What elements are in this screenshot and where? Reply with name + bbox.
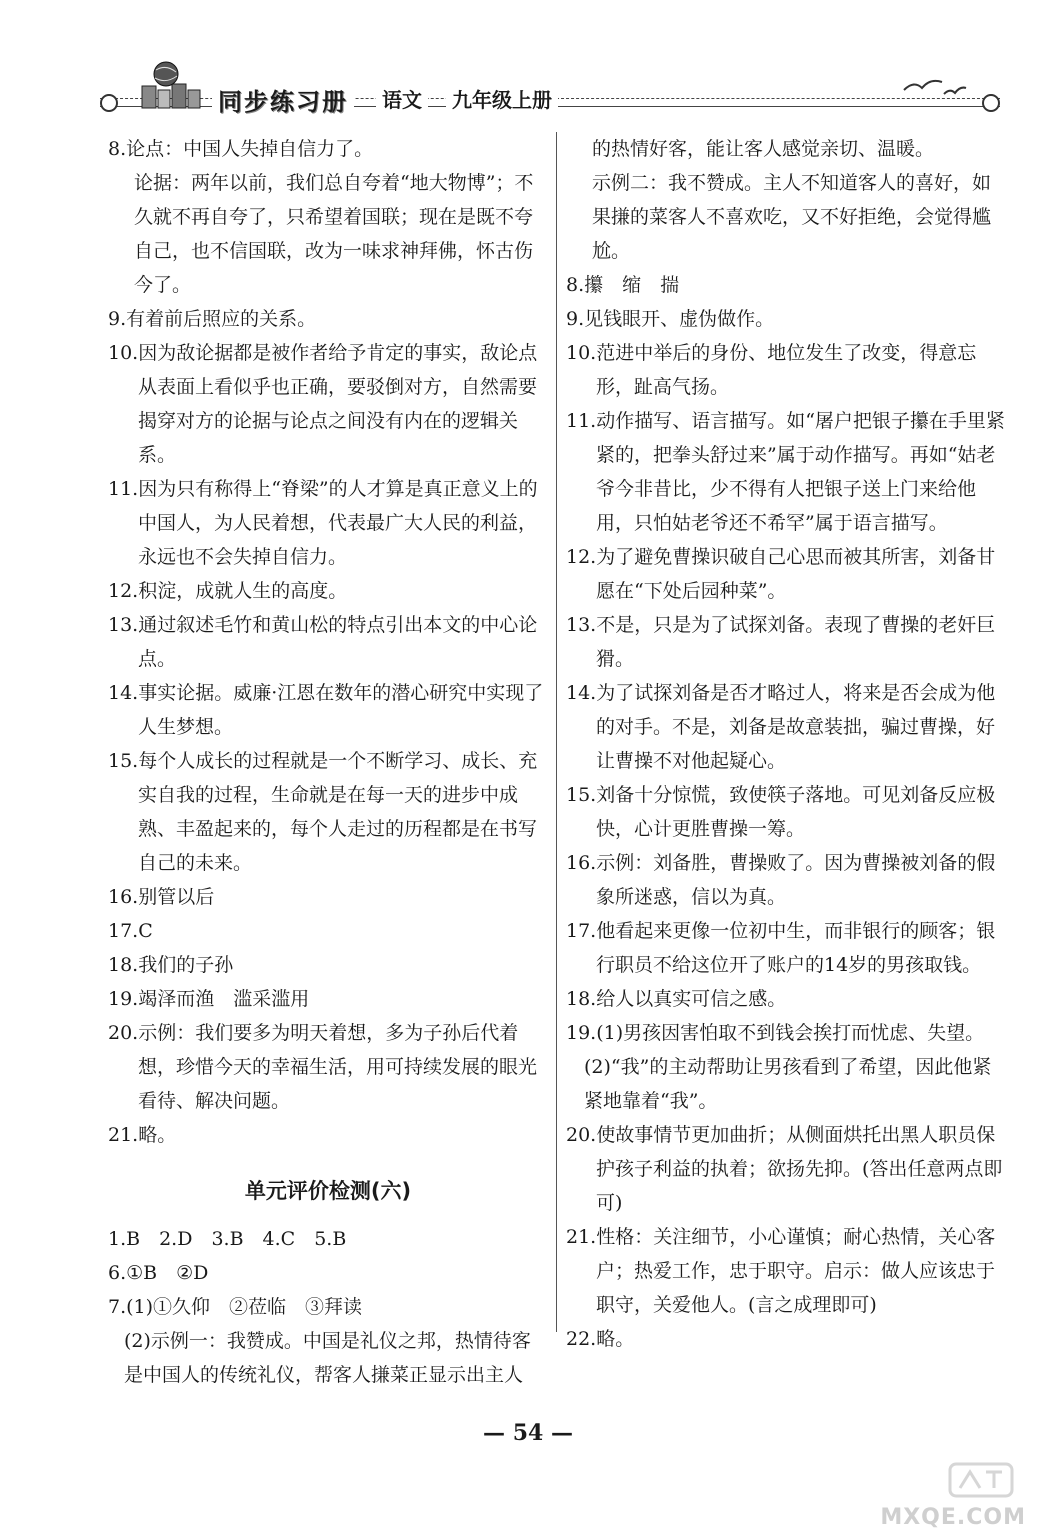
answer-item-r13: 13.不是，只是为了试探刘备。表现了曹操的老奸巨猾。 bbox=[566, 614, 996, 670]
answer-item-r19-1: 19.(1)男孩因害怕取不到钱会挨打而忧虑、失望。 bbox=[566, 1022, 985, 1044]
answer-item-21: 21.略。 bbox=[108, 1124, 177, 1146]
column-divider bbox=[556, 132, 557, 1332]
page-number: — 54 — bbox=[483, 1420, 573, 1446]
answer-item-9: 9.有着前后照应的关系。 bbox=[108, 308, 317, 330]
answer-item-r15: 15.刘备十分惊慌，致使筷子落地。可见刘备反应极快，心计更胜曹操一筹。 bbox=[566, 784, 996, 840]
answer-item-13: 13.通过叙述毛竹和黄山松的特点引出本文的中心论点。 bbox=[108, 614, 538, 670]
grade-label: 九年级上册 bbox=[446, 82, 558, 115]
answer-item-19: 19.竭泽而渔 滥采滥用 bbox=[108, 988, 310, 1010]
answer-item-r19-2: (2)“我”的主动帮助让男孩看到了希望，因此他紧紧地靠着“我”。 bbox=[584, 1056, 992, 1112]
watermark bbox=[866, 1460, 1026, 1530]
answer-item-15: 15.每个人成长的过程就是一个不断学习、成长、充实自我的过程，生命就是在每一天的进步中成熟、丰盈起来的，每个人走过的历程都是在书写自己的未来。 bbox=[108, 750, 538, 874]
watermark-text: MXQE.COM bbox=[880, 1505, 1026, 1530]
page-header bbox=[100, 60, 1000, 130]
left-column bbox=[108, 132, 548, 1392]
section-answer-mc: 1.B 2.D 3.B 4.C 5.B bbox=[108, 1228, 347, 1250]
answer-item-r17: 17.他看起来更像一位初中生，而非银行的顾客；银行职员不给这位开了账户的14岁的男孩取钱。 bbox=[566, 920, 996, 976]
answer-item-r11: 11.动作描写、语言描写。如“屠户把银子攥在手里紧紧的，把拳头舒过来”属于动作描写。再如“姑老爷今非昔比，少不得有人把银子送上门来给他用，只怕姑老爷还不希罕”属于语言描写。 bbox=[566, 410, 1005, 534]
birds-icon bbox=[900, 68, 970, 104]
answer-item-11: 11.因为只有称得上“脊梁”的人才算是真正意义上的中国人，为人民着想，代表最广大人民的利益，永远也不会失掉自信力。 bbox=[108, 478, 538, 568]
section-answer-7-1: 7.(1)①久仰 ②莅临 ③拜读 bbox=[108, 1296, 363, 1318]
answer-item-r22: 22.略。 bbox=[566, 1328, 635, 1350]
globe-books-logo bbox=[140, 60, 202, 110]
watermark-seal-icon bbox=[946, 1460, 1016, 1500]
answer-item-16: 16.别管以后 bbox=[108, 886, 215, 908]
answer-item-r10: 10.范进中举后的身份、地位发生了改变，得意忘形，趾高气扬。 bbox=[566, 342, 977, 398]
answer-item-r21: 21.性格：关注细节，小心谨慎；耐心热情，关心客户；热爱工作，忠于职守。启示：做人应该忠于职守，关爱他人。(言之成理即可) bbox=[566, 1226, 996, 1316]
answer-item-14: 14.事实论据。威廉·江恩在数年的潜心研究中实现了人生梦想。 bbox=[108, 682, 544, 738]
answer-item-18: 18.我们的子孙 bbox=[108, 954, 234, 976]
answer-7-example-two: 示例二：我不赞成。主人不知道客人的喜好，如果搛的菜客人不喜欢吃，又不好拒绝，会觉得尴尬。 bbox=[592, 172, 992, 262]
subject-label: 语文 bbox=[376, 82, 428, 115]
answer-item-r20: 20.使故事情节更加曲折；从侧面烘托出黑人职员保护孩子利益的执着；欲扬先抑。(答出任意两点即可) bbox=[566, 1124, 1003, 1214]
answer-item-8: 8.论点：中国人失掉自信力了。 bbox=[108, 138, 374, 160]
answer-item-r14: 14.为了试探刘备是否才略过人，将来是否会成为他的对手。不是，刘备是故意装拙，骗过曹操，好让曹操不对他起疑心。 bbox=[566, 682, 996, 772]
answer-item-r16: 16.示例：刘备胜，曹操败了。因为曹操被刘备的假象所迷惑，信以为真。 bbox=[566, 852, 996, 908]
answer-item-r12: 12.为了避免曹操识破自己心思而被其所害，刘备甘愿在“下处后园种菜”。 bbox=[566, 546, 996, 602]
section-title: 单元评价检测(六) bbox=[244, 1179, 412, 1203]
answer-item-20: 20.示例：我们要多为明天着想，多为子孙后代着想，珍惜今天的幸福生活，用可持续发展的眼光看待、解决问题。 bbox=[108, 1022, 538, 1112]
section-answer-6: 6.①B ②D bbox=[108, 1262, 209, 1284]
answer-item-r9: 9.见钱眼开、虚伪做作。 bbox=[566, 308, 775, 330]
answer-item-8-evidence: 论据：两年以前，我们总自夸着“地大物博”；不久就不再自夸了，只希望着国联；现在是既不夸自己，也不信国联，改为一味求神拜佛，怀古伤今了。 bbox=[134, 172, 534, 296]
answer-7-2-continued: 的热情好客，能让客人感觉亲切、温暖。 bbox=[592, 138, 935, 160]
section-answer-7-2: (2)示例一：我赞成。中国是礼仪之邦，热情待客是中国人的传统礼仪，帮客人搛菜正显示出主人 bbox=[124, 1330, 531, 1386]
right-column bbox=[566, 132, 1006, 1356]
answer-item-r18: 18.给人以真实可信之感。 bbox=[566, 988, 787, 1010]
answer-item-10: 10.因为敌论据都是被作者给予肯定的事实，敌论点从表面上看似乎也正确，要驳倒对方，自然需要揭穿对方的论据与论点之间没有内在的逻辑关系。 bbox=[108, 342, 538, 466]
answer-item-17: 17.C bbox=[108, 920, 153, 942]
book-title: 同步练习册 bbox=[212, 80, 354, 119]
header-rule-left-cap bbox=[100, 94, 118, 112]
header-rule-right-cap bbox=[982, 94, 1000, 112]
answer-item-12: 12.积淀，成就人生的高度。 bbox=[108, 580, 348, 602]
answer-item-r8: 8.攥 缩 揣 bbox=[566, 274, 680, 296]
